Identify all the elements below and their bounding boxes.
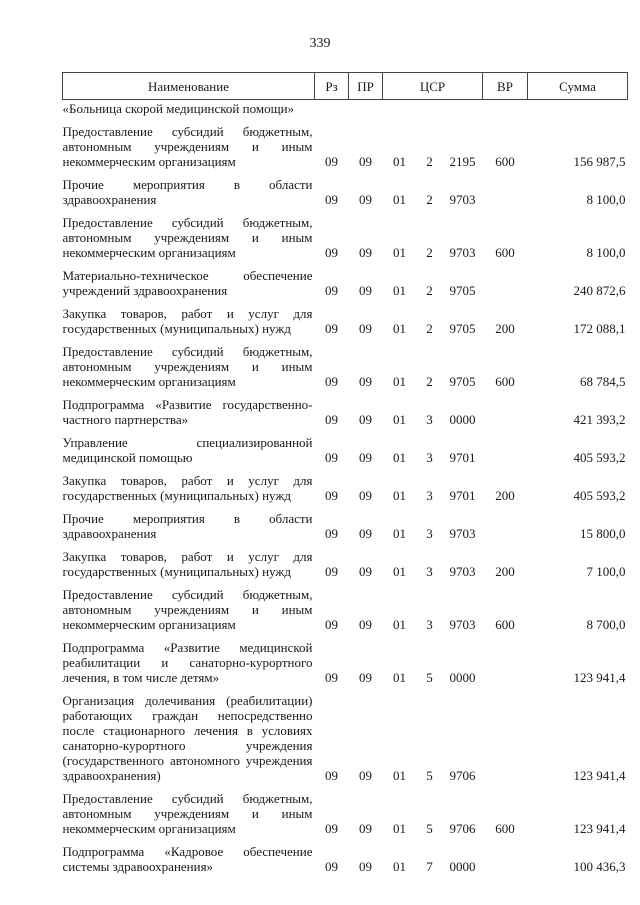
cell-csr-item: 0000 — [449, 412, 476, 427]
cell-csr-program: 01 — [393, 617, 406, 632]
cell-sum: 156 987,5 — [573, 154, 626, 169]
cell-sum: 7 100,0 — [586, 564, 626, 579]
cell-csr-program: 01 — [393, 192, 406, 207]
cell-rz: 09 — [325, 192, 338, 207]
cell-vr — [483, 395, 528, 427]
cell-csr-subprogram: 3 — [426, 488, 433, 503]
cell-csr-subprogram: 3 — [426, 617, 433, 632]
cell-name: Подпрограмма «Кадровое обеспечение системы здравоохранения» — [62, 844, 313, 874]
header-sum: Сумма — [528, 73, 628, 100]
cell-csr-subprogram: 3 — [426, 412, 433, 427]
cell-sum: 123 941,4 — [573, 670, 626, 685]
cell-rz: 09 — [325, 283, 338, 298]
cell-sum: 123 941,4 — [573, 768, 626, 783]
header-csr: ЦСР — [383, 73, 483, 100]
cell-pr: 09 — [359, 374, 372, 389]
cell-vr — [483, 433, 528, 465]
budget-table — [62, 72, 628, 874]
cell-vr — [483, 638, 528, 685]
cell-sum: 100 436,3 — [573, 859, 626, 874]
cell-sum: 8 100,0 — [586, 192, 626, 207]
cell-rz: 09 — [325, 245, 338, 260]
cell-sum: 240 872,6 — [573, 283, 626, 298]
cell-csr-item: 9705 — [449, 321, 476, 336]
cell-pr: 09 — [359, 617, 372, 632]
cell-csr-subprogram: 2 — [426, 374, 433, 389]
cell-csr-item: 9703 — [449, 245, 476, 260]
table-row — [63, 471, 628, 503]
cell-csr-subprogram: 3 — [426, 450, 433, 465]
table-row — [63, 304, 628, 336]
cell-vr: 600 — [495, 154, 515, 169]
cell-csr-program: 01 — [393, 488, 406, 503]
cell-vr — [483, 266, 528, 298]
cell-name: Организация долечивания (реабилитации) работающих граждан непосредственно после стационарного лечения в условиях санаторно-курортного учреждения (государственного автономного учреждения здравоохранения) — [62, 693, 313, 783]
cell-name: Прочие мероприятия в области здравоохранения — [62, 177, 313, 207]
cell-csr-item: 9705 — [449, 374, 476, 389]
cell-rz: 09 — [325, 670, 338, 685]
cell-csr-program: 01 — [393, 670, 406, 685]
cell-csr-program: 01 — [393, 412, 406, 427]
cell-pr: 09 — [359, 412, 372, 427]
cell-csr-item: 9701 — [449, 450, 476, 465]
cell-csr-program: 01 — [393, 768, 406, 783]
cell-vr: 200 — [495, 488, 515, 503]
cell-name: Материально-техническое обеспечение учреждений здравоохранения — [62, 268, 313, 298]
cell-vr: 600 — [495, 374, 515, 389]
cell-pr: 09 — [359, 283, 372, 298]
cell-pr: 09 — [359, 321, 372, 336]
cell-csr-subprogram: 2 — [426, 283, 433, 298]
cell-csr-program: 01 — [393, 321, 406, 336]
cell-rz: 09 — [325, 154, 338, 169]
cell-csr-program: 01 — [393, 821, 406, 836]
cell-csr-program: 01 — [393, 245, 406, 260]
cell-name: Прочие мероприятия в области здравоохранения — [62, 511, 313, 541]
cell-csr-subprogram: 2 — [426, 321, 433, 336]
cell-sum: 15 800,0 — [580, 526, 626, 541]
cell-csr-item: 2195 — [449, 154, 476, 169]
cell-csr-program: 01 — [393, 283, 406, 298]
cell-name: Предоставление субсидий бюджетным, автономным учреждениям и иным некоммерческим организациям — [62, 791, 313, 836]
cell-csr-program: 01 — [393, 564, 406, 579]
page-number: 339 — [309, 36, 331, 51]
table-row — [63, 433, 628, 465]
cell-csr-subprogram: 2 — [426, 154, 433, 169]
cell-vr: 600 — [495, 821, 515, 836]
cell-csr-subprogram: 5 — [426, 670, 433, 685]
cell-rz: 09 — [325, 821, 338, 836]
cell-rz: 09 — [325, 617, 338, 632]
cell-rz: 09 — [325, 412, 338, 427]
cell-pr: 09 — [359, 859, 372, 874]
header-rz: Рз — [315, 73, 349, 100]
cell-csr-item: 9703 — [449, 617, 476, 632]
table-row — [63, 638, 628, 685]
cell-sum: 8 100,0 — [586, 245, 626, 260]
cell-sum: 172 088,1 — [573, 321, 626, 336]
cell-pr: 09 — [359, 526, 372, 541]
table-row — [63, 175, 628, 207]
cell-rz: 09 — [325, 564, 338, 579]
table-row — [63, 395, 628, 427]
table-row — [63, 585, 628, 632]
cell-name: Подпрограмма «Развитие медицинской реабилитации и санаторно-курортного лечения, в том числе детям» — [62, 640, 313, 685]
cell-csr-item: 9706 — [449, 768, 476, 783]
cell-csr-program: 01 — [393, 154, 406, 169]
cell-vr — [483, 691, 528, 783]
cell-sum: 421 393,2 — [573, 412, 626, 427]
table-row — [63, 842, 628, 874]
cell-csr-item: 9703 — [449, 526, 476, 541]
cell-name: Управление специализированной медицинской помощью — [62, 435, 313, 465]
cell-csr-program: 01 — [393, 374, 406, 389]
cell-name: Предоставление субсидий бюджетным, автономным учреждениям и иным некоммерческим организациям — [62, 344, 313, 389]
cell-name: Закупка товаров, работ и услуг для государственных (муниципальных) нужд — [62, 549, 313, 579]
cell-pr: 09 — [359, 564, 372, 579]
cell-pr: 09 — [359, 768, 372, 783]
header-name: Наименование — [63, 73, 315, 100]
cell-rz: 09 — [325, 488, 338, 503]
table-row — [63, 547, 628, 579]
cell-name: Подпрограмма «Развитие государственно-частного партнерства» — [62, 397, 313, 427]
cell-sum: 68 784,5 — [580, 374, 626, 389]
cell-csr-item: 9701 — [449, 488, 476, 503]
cell-sum: 8 700,0 — [586, 617, 626, 632]
table-row — [63, 509, 628, 541]
cell-vr — [483, 509, 528, 541]
cell-sum: 405 593,2 — [573, 488, 626, 503]
cell-name: Закупка товаров, работ и услуг для государственных (муниципальных) нужд — [62, 473, 313, 503]
cell-csr-subprogram: 3 — [426, 526, 433, 541]
cell-csr-item: 9703 — [449, 192, 476, 207]
cell-csr-program: 01 — [393, 859, 406, 874]
cell-csr-subprogram: 5 — [426, 768, 433, 783]
table-row — [63, 691, 628, 783]
cell-csr-subprogram: 2 — [426, 245, 433, 260]
cell-csr-item: 0000 — [449, 670, 476, 685]
continuation-text: «Больница скорой медицинской помощи» — [62, 101, 295, 116]
cell-pr: 09 — [359, 245, 372, 260]
cell-csr-program: 01 — [393, 526, 406, 541]
cell-pr: 09 — [359, 154, 372, 169]
cell-pr: 09 — [359, 488, 372, 503]
cell-csr-item: 9706 — [449, 821, 476, 836]
cell-name: Предоставление субсидий бюджетным, автономным учреждениям и иным некоммерческим организациям — [62, 215, 313, 260]
cell-csr-item: 0000 — [449, 859, 476, 874]
cell-vr — [483, 175, 528, 207]
cell-name: Закупка товаров, работ и услуг для государственных (муниципальных) нужд — [62, 306, 313, 336]
cell-vr — [483, 842, 528, 874]
cell-pr: 09 — [359, 450, 372, 465]
table-row — [63, 342, 628, 389]
cell-sum: 123 941,4 — [573, 821, 626, 836]
cell-rz: 09 — [325, 526, 338, 541]
cell-csr-subprogram: 3 — [426, 564, 433, 579]
table-row — [63, 213, 628, 260]
table-row — [63, 266, 628, 298]
header-pr: ПР — [349, 73, 383, 100]
cell-rz: 09 — [325, 321, 338, 336]
cell-rz: 09 — [325, 768, 338, 783]
table-body — [63, 100, 628, 875]
cell-csr-item: 9705 — [449, 283, 476, 298]
cell-vr: 200 — [495, 321, 515, 336]
cell-csr-subprogram: 2 — [426, 192, 433, 207]
continuation-row — [63, 100, 628, 117]
cell-rz: 09 — [325, 450, 338, 465]
cell-rz: 09 — [325, 859, 338, 874]
cell-csr-item: 9703 — [449, 564, 476, 579]
cell-name: Предоставление субсидий бюджетным, автономным учреждениям и иным некоммерческим организациям — [62, 587, 313, 632]
cell-name: Предоставление субсидий бюджетным, автономным учреждениям и иным некоммерческим организациям — [62, 124, 313, 169]
table-header-row — [63, 73, 628, 100]
cell-vr: 200 — [495, 564, 515, 579]
cell-csr-program: 01 — [393, 450, 406, 465]
cell-pr: 09 — [359, 821, 372, 836]
header-vr: ВР — [483, 73, 528, 100]
cell-sum: 405 593,2 — [573, 450, 626, 465]
cell-vr: 600 — [495, 245, 515, 260]
table-row — [63, 789, 628, 836]
table-row — [63, 122, 628, 169]
cell-vr: 600 — [495, 617, 515, 632]
cell-pr: 09 — [359, 670, 372, 685]
cell-rz: 09 — [325, 374, 338, 389]
cell-pr: 09 — [359, 192, 372, 207]
cell-csr-subprogram: 7 — [426, 859, 433, 874]
cell-csr-subprogram: 5 — [426, 821, 433, 836]
